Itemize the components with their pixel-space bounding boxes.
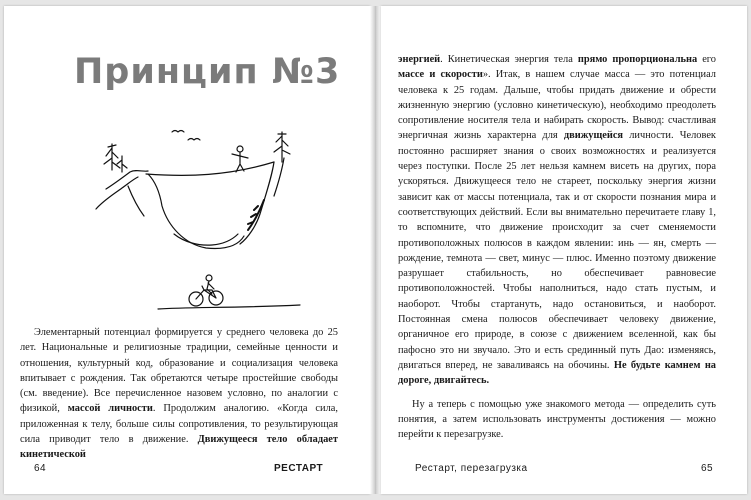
page-number-left: 64 [34, 463, 47, 474]
bold-text: Движущееся тело обладает кинетической [20, 434, 338, 461]
bold-text: движущейся [563, 130, 624, 142]
bold-text: массе и скорости [398, 69, 483, 81]
running-head-left: РЕСТАРТ [274, 463, 324, 474]
left-paragraph [20, 325, 338, 463]
book-gutter [370, 6, 381, 494]
sketch-illustration [88, 114, 308, 319]
left-page [4, 6, 370, 494]
right-paragraph-2: Ну а теперь с помощью уже знакомого метода — определить суть понятия, а затем использовать инструменты достижения — можно перейти к перезагрузке. [398, 398, 716, 441]
text-run: личности. Человек постоянно расширяет знания о своих возможностях и реализуется через поступки. После 25 лет нельзя камнем висеть на других, пора ускоряться. Движущееся тело не стареет, поскольку энергия жизни зависит как от массы потенциала, так и от скорости познания мира и соответствующих действий. Если вы внимательно перечитаете главу 1, то вспомните, что движение происходит за счет сменяемости противоположных полюсов в каждом явлении: инь — ян, смерть — рождение, темнота — свет, минус — плюс. Именно поэтому движение разрушает стабильность, но обеспечивает равновесие противоположностей. Чтобы наполниться, надо стать пустым, и наоборот. Чтобы стартануть, надо остановиться, и наоборот. Постоянная смена полюсов обеспечивает человеку движение, органичное его природе, в союзе с движением вселенной, как бы пафосно это ни звучало. Это и есть срединный путь Дао: изменяясь, двигаться вперед, не заваливаясь на обочины. [398, 130, 716, 371]
text-run: ». Итак, в нашем случае масса — это потенциал человека к 25 годам. Дальше, чтобы придать движение и обрести жизненную энергию (условно кинетическую), необходимо преодолеть сопротивление носителя тела и набирать скорость. Вывод: счастливая энергичная жизнь характерна для [398, 69, 716, 142]
running-head-right: Рестарт, перезагрузка [415, 463, 528, 474]
text-run: его [702, 54, 716, 65]
right-body-text [398, 52, 716, 442]
right-paragraph-1 [398, 52, 716, 389]
bold-text: Не будьте камнем на дороге, двигайтесь. [398, 359, 716, 387]
bold-text: энергией [398, 54, 441, 65]
text-run: . Продолжим аналогию. «Когда сила, приложенная к телу, больше силы сопротивления, то результирующая сила приводит тело в движение. [20, 403, 338, 446]
bold-text: массой личности [67, 403, 153, 415]
text-run: . Кинетическая энергия тела [440, 54, 573, 65]
left-body-text [20, 325, 338, 463]
bold-text: прямо пропорциональна [577, 54, 698, 65]
right-page [381, 6, 747, 494]
page-number-right: 65 [701, 463, 714, 474]
chapter-heading: Принцип №3 [74, 52, 341, 92]
text-run: Элементарный потенциал формируется у среднего человека до 25 лет. Национальные и религиозные традиции, семейные ценности и отношения, культурный код, образование и социализация человека впитывает с рождения. Так обретаются четыре простейшие свободы (см. введение). Все перечисленное назовем условно, по аналогии с физикой, [20, 327, 338, 415]
